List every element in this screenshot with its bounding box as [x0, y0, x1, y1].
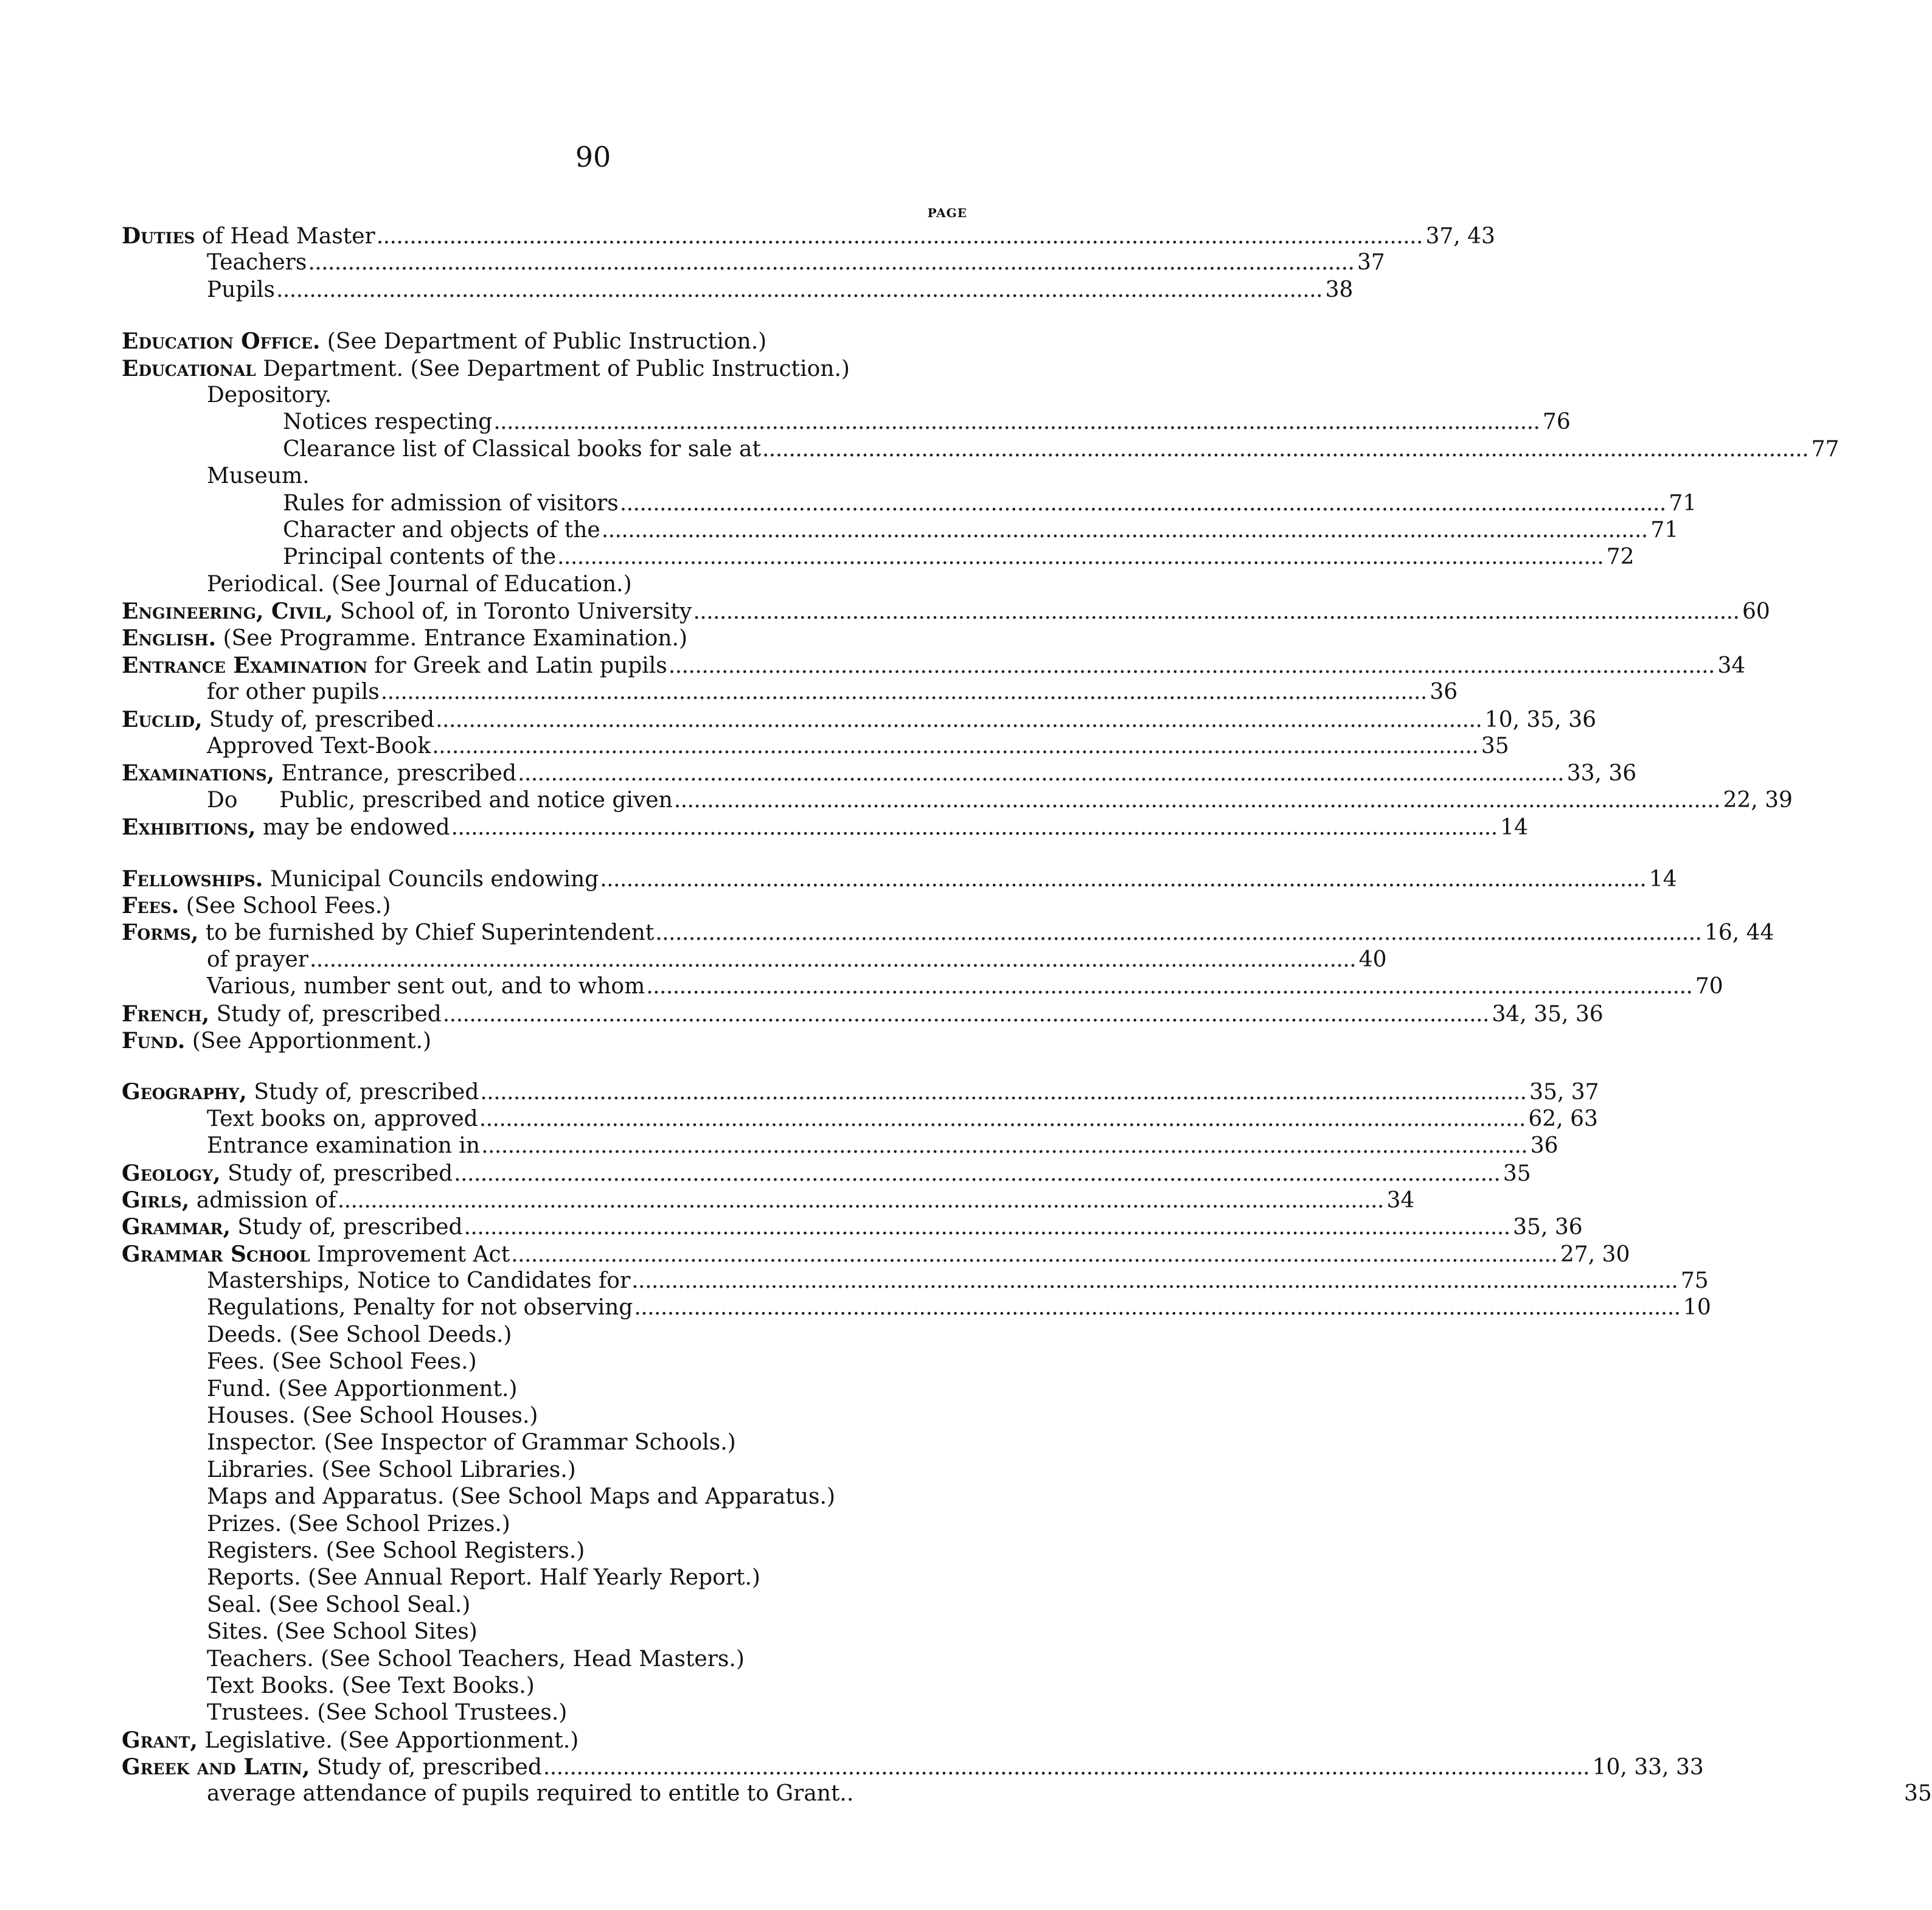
entry-text: Maps and Apparatus. (See School Maps and Apparatus.)	[207, 1484, 835, 1510]
entry-label	[283, 544, 556, 571]
index-entry	[122, 1646, 967, 1673]
entry-label	[122, 1001, 442, 1028]
entry-pages: 37, 43	[1425, 224, 1495, 249]
dot-leader	[453, 1161, 1497, 1187]
index-entry	[122, 866, 1677, 892]
entry-label	[207, 1619, 478, 1645]
index-entry	[122, 1027, 967, 1054]
entry-text: may be endowed	[255, 815, 450, 841]
index-entry	[122, 223, 1495, 249]
dot-leader	[667, 653, 1712, 679]
entry-text: Trustees. (See School Trustees.)	[207, 1700, 568, 1726]
entry-label	[122, 1027, 431, 1055]
entry-pages: 76	[1542, 409, 1571, 435]
dot-leader	[599, 866, 1643, 893]
entry-pages: 16, 44	[1704, 920, 1774, 946]
entry-label	[207, 1294, 633, 1321]
entry-pages: 71	[1650, 517, 1679, 543]
entry-heading: Examinations,	[122, 760, 275, 787]
dot-leader	[645, 973, 1689, 1000]
entry-heading: English.	[122, 625, 217, 651]
dot-leader	[275, 277, 1319, 304]
entry-heading: Educational	[122, 355, 256, 381]
index-entry	[122, 1457, 967, 1484]
entry-text: for other pupils	[207, 679, 380, 705]
entry-label	[122, 706, 434, 734]
index-entry	[122, 973, 1723, 1000]
entry-text: average attendance of pupils required to entitle to Grant..	[207, 1781, 854, 1807]
entry-label	[207, 1457, 576, 1484]
dot-leader	[307, 249, 1351, 276]
entry-label	[207, 1564, 760, 1591]
entry-text: Reports. (See Annual Report. Half Yearly Report.)	[207, 1565, 760, 1591]
index-entry	[122, 625, 967, 651]
entry-label	[122, 1754, 542, 1781]
entry-label	[207, 733, 431, 760]
dot-leader	[478, 1106, 1523, 1133]
entry-pages: 33, 36	[1566, 761, 1637, 787]
entry-label	[207, 463, 310, 490]
dot-leader	[308, 946, 1353, 973]
entry-label	[207, 1511, 510, 1538]
entry-text: for Greek and Latin pupils	[367, 653, 667, 678]
entry-heading: Fund.	[122, 1027, 186, 1054]
index-entry	[122, 1754, 1704, 1780]
entry-label	[122, 652, 667, 679]
index-entry	[122, 328, 967, 355]
entry-text: Clearance list of Classical books for sale at	[283, 436, 761, 462]
entry-label	[122, 814, 450, 841]
entry-heading: Duties	[122, 223, 195, 249]
entry-text: Depository.	[207, 382, 332, 408]
entry-label	[122, 1078, 479, 1106]
entry-text: Regulations, Penalty for not observing	[207, 1295, 633, 1321]
dot-leader	[431, 733, 1475, 760]
index-entry	[122, 1429, 967, 1456]
index-entry	[122, 1376, 967, 1403]
entry-heading: Geology,	[122, 1160, 221, 1186]
entry-label	[122, 1214, 462, 1241]
index-entry	[122, 1349, 967, 1375]
index-entry	[122, 1078, 1599, 1105]
dot-leader	[462, 1214, 1507, 1241]
entry-text: Registers. (See School Registers.)	[207, 1538, 585, 1563]
dot-leader	[480, 1133, 1524, 1159]
entry-text: of Head Master	[195, 224, 375, 249]
entry-text: admission of	[189, 1187, 336, 1213]
entry-label	[122, 1241, 510, 1268]
index-entry	[122, 1673, 967, 1700]
entry-text: Prizes. (See School Prizes.)	[207, 1511, 510, 1537]
entry-text: Deeds. (See School Deeds.)	[207, 1322, 512, 1347]
index-entry	[122, 1001, 1604, 1027]
entry-label	[207, 249, 307, 276]
index-entry	[122, 1403, 967, 1429]
entry-label	[122, 328, 766, 355]
index-entry	[122, 598, 1770, 625]
index-entry	[122, 892, 967, 919]
entry-pages: 60	[1742, 599, 1770, 625]
entry-pages: 36	[1430, 679, 1458, 705]
index-entry	[122, 814, 1528, 841]
entry-text: Masterships, Notice to Candidates for	[207, 1268, 631, 1294]
entry-text: of prayer	[207, 946, 309, 972]
entry-text: Sites. (See School Sites)	[207, 1619, 478, 1645]
index-entry	[122, 1727, 967, 1754]
entry-label	[207, 1538, 585, 1564]
index-entry	[122, 1214, 1583, 1240]
entry-label	[207, 1106, 478, 1133]
entry-text: (See School Fees.)	[179, 893, 391, 919]
entry-text: Study of, prescribed	[209, 1001, 442, 1027]
entry-text: Inspector. (See Inspector of Grammar Schools.)	[207, 1430, 736, 1456]
dot-leader	[516, 760, 1561, 787]
index-entry	[122, 249, 1385, 276]
index-entry	[122, 409, 1571, 436]
entry-heading: Greek and Latin,	[122, 1754, 310, 1780]
index-entry	[122, 517, 1679, 544]
entry-text: School of, in Toronto University	[333, 599, 692, 625]
entry-text: Various, number sent out, and to whom	[207, 974, 645, 999]
entry-label	[207, 571, 632, 598]
index-entry	[122, 1133, 1558, 1159]
entry-text: Principal contents of the	[283, 544, 557, 570]
entry-label	[122, 1727, 579, 1754]
entry-label	[207, 1403, 538, 1429]
dot-leader	[673, 787, 1717, 814]
entry-label	[283, 490, 619, 517]
entry-text: Study of, prescribed	[202, 707, 435, 732]
index-entry	[122, 679, 1458, 706]
index-entry	[122, 1538, 967, 1564]
entry-label	[122, 919, 654, 946]
entry-label	[207, 1322, 512, 1349]
entry-pages: 27, 30	[1560, 1242, 1630, 1267]
index-entry	[122, 436, 1840, 463]
entry-text: (See Programme. Entrance Examination.)	[216, 626, 687, 651]
entry-text: Text books on, approved	[207, 1106, 478, 1131]
index-entry	[122, 652, 1746, 679]
index-entry	[122, 1187, 1415, 1214]
entry-text: Teachers	[207, 250, 307, 276]
index-entry	[122, 1106, 1598, 1133]
entry-heading: Girls,	[122, 1187, 190, 1213]
entry-label	[207, 1429, 736, 1456]
entry-label	[283, 409, 492, 436]
entry-heading: Grammar School	[122, 1241, 310, 1267]
entry-label	[207, 277, 275, 304]
entry-text: Pupils	[207, 277, 275, 302]
entry-pages: 37	[1357, 250, 1385, 276]
entry-label	[207, 679, 380, 706]
entry-label	[207, 1484, 835, 1510]
entry-label	[207, 1376, 517, 1403]
index-entry	[122, 1564, 967, 1591]
entry-label	[122, 866, 599, 893]
entry-text: Entrance examination in	[207, 1133, 481, 1159]
index-entry	[122, 1294, 1711, 1321]
entry-text: Study of, prescribed	[220, 1161, 453, 1186]
index-entry	[122, 733, 1509, 760]
entry-label	[122, 625, 687, 652]
entry-pages: 35, 37	[1529, 1080, 1599, 1105]
page-column-heading: PAGE	[927, 206, 967, 220]
entry-heading: Entrance Examination	[122, 652, 367, 678]
index-entry	[122, 1700, 967, 1726]
entry-pages: 22, 39	[1723, 787, 1793, 813]
entry-text: Department. (See Department of Public Instruction.)	[255, 356, 850, 381]
index-entry	[122, 1241, 1630, 1268]
entry-label	[122, 760, 516, 787]
dot-leader	[600, 517, 1645, 544]
entry-label	[207, 1592, 470, 1619]
entry-label	[122, 598, 692, 625]
entry-pages: 62, 63	[1528, 1106, 1598, 1131]
entry-heading: Euclid,	[122, 706, 203, 732]
entry-pages: 10, 35, 36	[1484, 707, 1596, 732]
entry-label	[122, 355, 850, 383]
index-entry	[122, 1619, 967, 1645]
page-number: 90	[575, 141, 611, 173]
entry-text: Houses. (See School Houses.)	[207, 1403, 538, 1429]
index-entry	[122, 382, 967, 409]
dot-leader	[542, 1754, 1586, 1781]
entry-pages: 14	[1500, 815, 1528, 841]
entry-pages: 71	[1669, 490, 1697, 516]
entry-label	[122, 1160, 453, 1187]
dot-leader	[479, 1079, 1523, 1106]
entry-heading: Fees.	[122, 892, 179, 919]
entry-text: (See Apportionment.)	[185, 1028, 432, 1054]
entry-label	[122, 223, 375, 250]
entry-pages: 40	[1358, 946, 1387, 972]
dot-leader	[630, 1268, 1675, 1294]
entry-heading: Grammar,	[122, 1214, 231, 1240]
entry-text: Do Public, prescribed and notice given	[207, 787, 673, 813]
index-list	[122, 223, 1932, 1808]
entry-pages: 36	[1530, 1133, 1558, 1159]
entry-heading: Engineering, Civil,	[122, 599, 333, 625]
dot-leader	[619, 490, 1663, 517]
dot-leader	[761, 436, 1805, 463]
entry-text: Fund. (See Apportionment.)	[207, 1376, 518, 1401]
index-entry	[122, 1484, 967, 1510]
entry-label	[207, 973, 645, 1000]
index-entry	[122, 544, 1635, 571]
index-entry	[122, 1780, 1932, 1807]
entry-pages: 34	[1386, 1187, 1415, 1213]
entry-pages: 35	[1503, 1161, 1531, 1186]
entry-label	[207, 1700, 567, 1726]
entry-pages: 35, 36	[1513, 1215, 1583, 1240]
entry-heading: Grant,	[122, 1727, 198, 1753]
index-entry	[122, 277, 1353, 304]
entry-label	[207, 1268, 630, 1294]
entry-label	[207, 1133, 480, 1159]
index-entry	[122, 1511, 967, 1538]
entry-text: Study of, prescribed	[310, 1755, 542, 1780]
entry-text: Seal. (See School Seal.)	[207, 1592, 471, 1617]
dot-leader	[654, 920, 1698, 946]
entry-label	[207, 1673, 535, 1700]
entry-text: Text Books. (See Text Books.)	[207, 1673, 535, 1698]
entry-pages: 72	[1606, 544, 1635, 570]
entry-text: (See Department of Public Instruction.)	[320, 329, 767, 355]
dot-leader	[375, 223, 1420, 250]
index-entry	[122, 490, 1697, 517]
dot-leader	[556, 544, 1600, 571]
index-entry	[122, 787, 1793, 814]
entry-pages: 38	[1325, 277, 1353, 302]
entry-label	[283, 517, 600, 544]
entry-label	[122, 892, 391, 920]
entry-text: Museum.	[207, 464, 310, 489]
entry-text: Improvement Act	[310, 1242, 510, 1267]
entry-heading: Exhibitions,	[122, 814, 256, 841]
entry-text: Teachers. (See School Teachers, Head Masters.)	[207, 1646, 745, 1672]
index-entry	[122, 355, 967, 382]
index-entry	[122, 463, 967, 490]
entry-label	[122, 1187, 336, 1214]
entry-text: Libraries. (See School Libraries.)	[207, 1457, 576, 1482]
index-entry	[122, 706, 1596, 733]
index-entry	[122, 1592, 967, 1619]
dot-leader	[692, 599, 1736, 625]
entry-pages: 14	[1649, 866, 1677, 892]
index-entry	[122, 946, 1387, 973]
entry-heading: French,	[122, 1001, 210, 1027]
entry-pages: 75	[1680, 1268, 1709, 1294]
dot-leader	[510, 1242, 1554, 1268]
index-entry	[122, 919, 1774, 946]
entry-label	[283, 436, 761, 463]
index-entry	[122, 571, 967, 598]
dot-leader	[336, 1187, 1381, 1214]
entry-pages: 35	[1904, 1781, 1932, 1807]
entry-text: Study of, prescribed	[246, 1080, 479, 1105]
entry-text: Legislative. (See Apportionment.)	[197, 1728, 579, 1753]
entry-heading: Forms,	[122, 920, 199, 946]
entry-text: Rules for admission of visitors	[283, 490, 619, 516]
entry-heading: Geography,	[122, 1079, 247, 1105]
entry-pages: 10	[1683, 1295, 1711, 1321]
index-entry	[122, 1268, 1709, 1294]
entry-text: Study of, prescribed	[230, 1215, 463, 1240]
entry-text: Notices respecting	[283, 409, 493, 435]
entry-pages: 10, 33, 33	[1592, 1755, 1704, 1780]
dot-leader	[442, 1001, 1486, 1028]
dot-leader	[434, 707, 1479, 734]
dot-leader	[380, 679, 1424, 706]
entry-label	[207, 787, 673, 814]
entry-label	[207, 382, 332, 409]
entry-text: to be furnished by Chief Superintendent	[198, 920, 655, 946]
index-entry	[122, 1160, 1531, 1187]
entry-pages: 70	[1695, 974, 1723, 999]
entry-text: Approved Text-Book	[207, 734, 431, 759]
entry-label	[207, 1646, 745, 1673]
index-entry	[122, 1322, 967, 1349]
entry-pages: 35	[1481, 734, 1509, 759]
index-entry	[122, 760, 1637, 787]
entry-heading: Fellowships.	[122, 866, 263, 892]
dot-leader	[633, 1294, 1677, 1321]
entry-pages: 77	[1811, 436, 1840, 462]
entry-text: Periodical. (See Journal of Education.)	[207, 571, 632, 597]
entry-text: Entrance, prescribed	[274, 761, 517, 787]
entry-text: Character and objects of the	[283, 517, 600, 543]
entry-label	[207, 1349, 477, 1375]
entry-pages: 34	[1717, 653, 1746, 678]
entry-heading: Education Office.	[122, 328, 321, 355]
entry-pages: 34, 35, 36	[1492, 1001, 1604, 1027]
dot-leader	[492, 409, 1537, 436]
entry-text: Municipal Councils endowing	[263, 866, 599, 892]
entry-text: Fees. (See School Fees.)	[207, 1349, 477, 1375]
dot-leader	[450, 814, 1495, 841]
entry-label	[207, 946, 308, 973]
entry-label	[207, 1780, 853, 1807]
